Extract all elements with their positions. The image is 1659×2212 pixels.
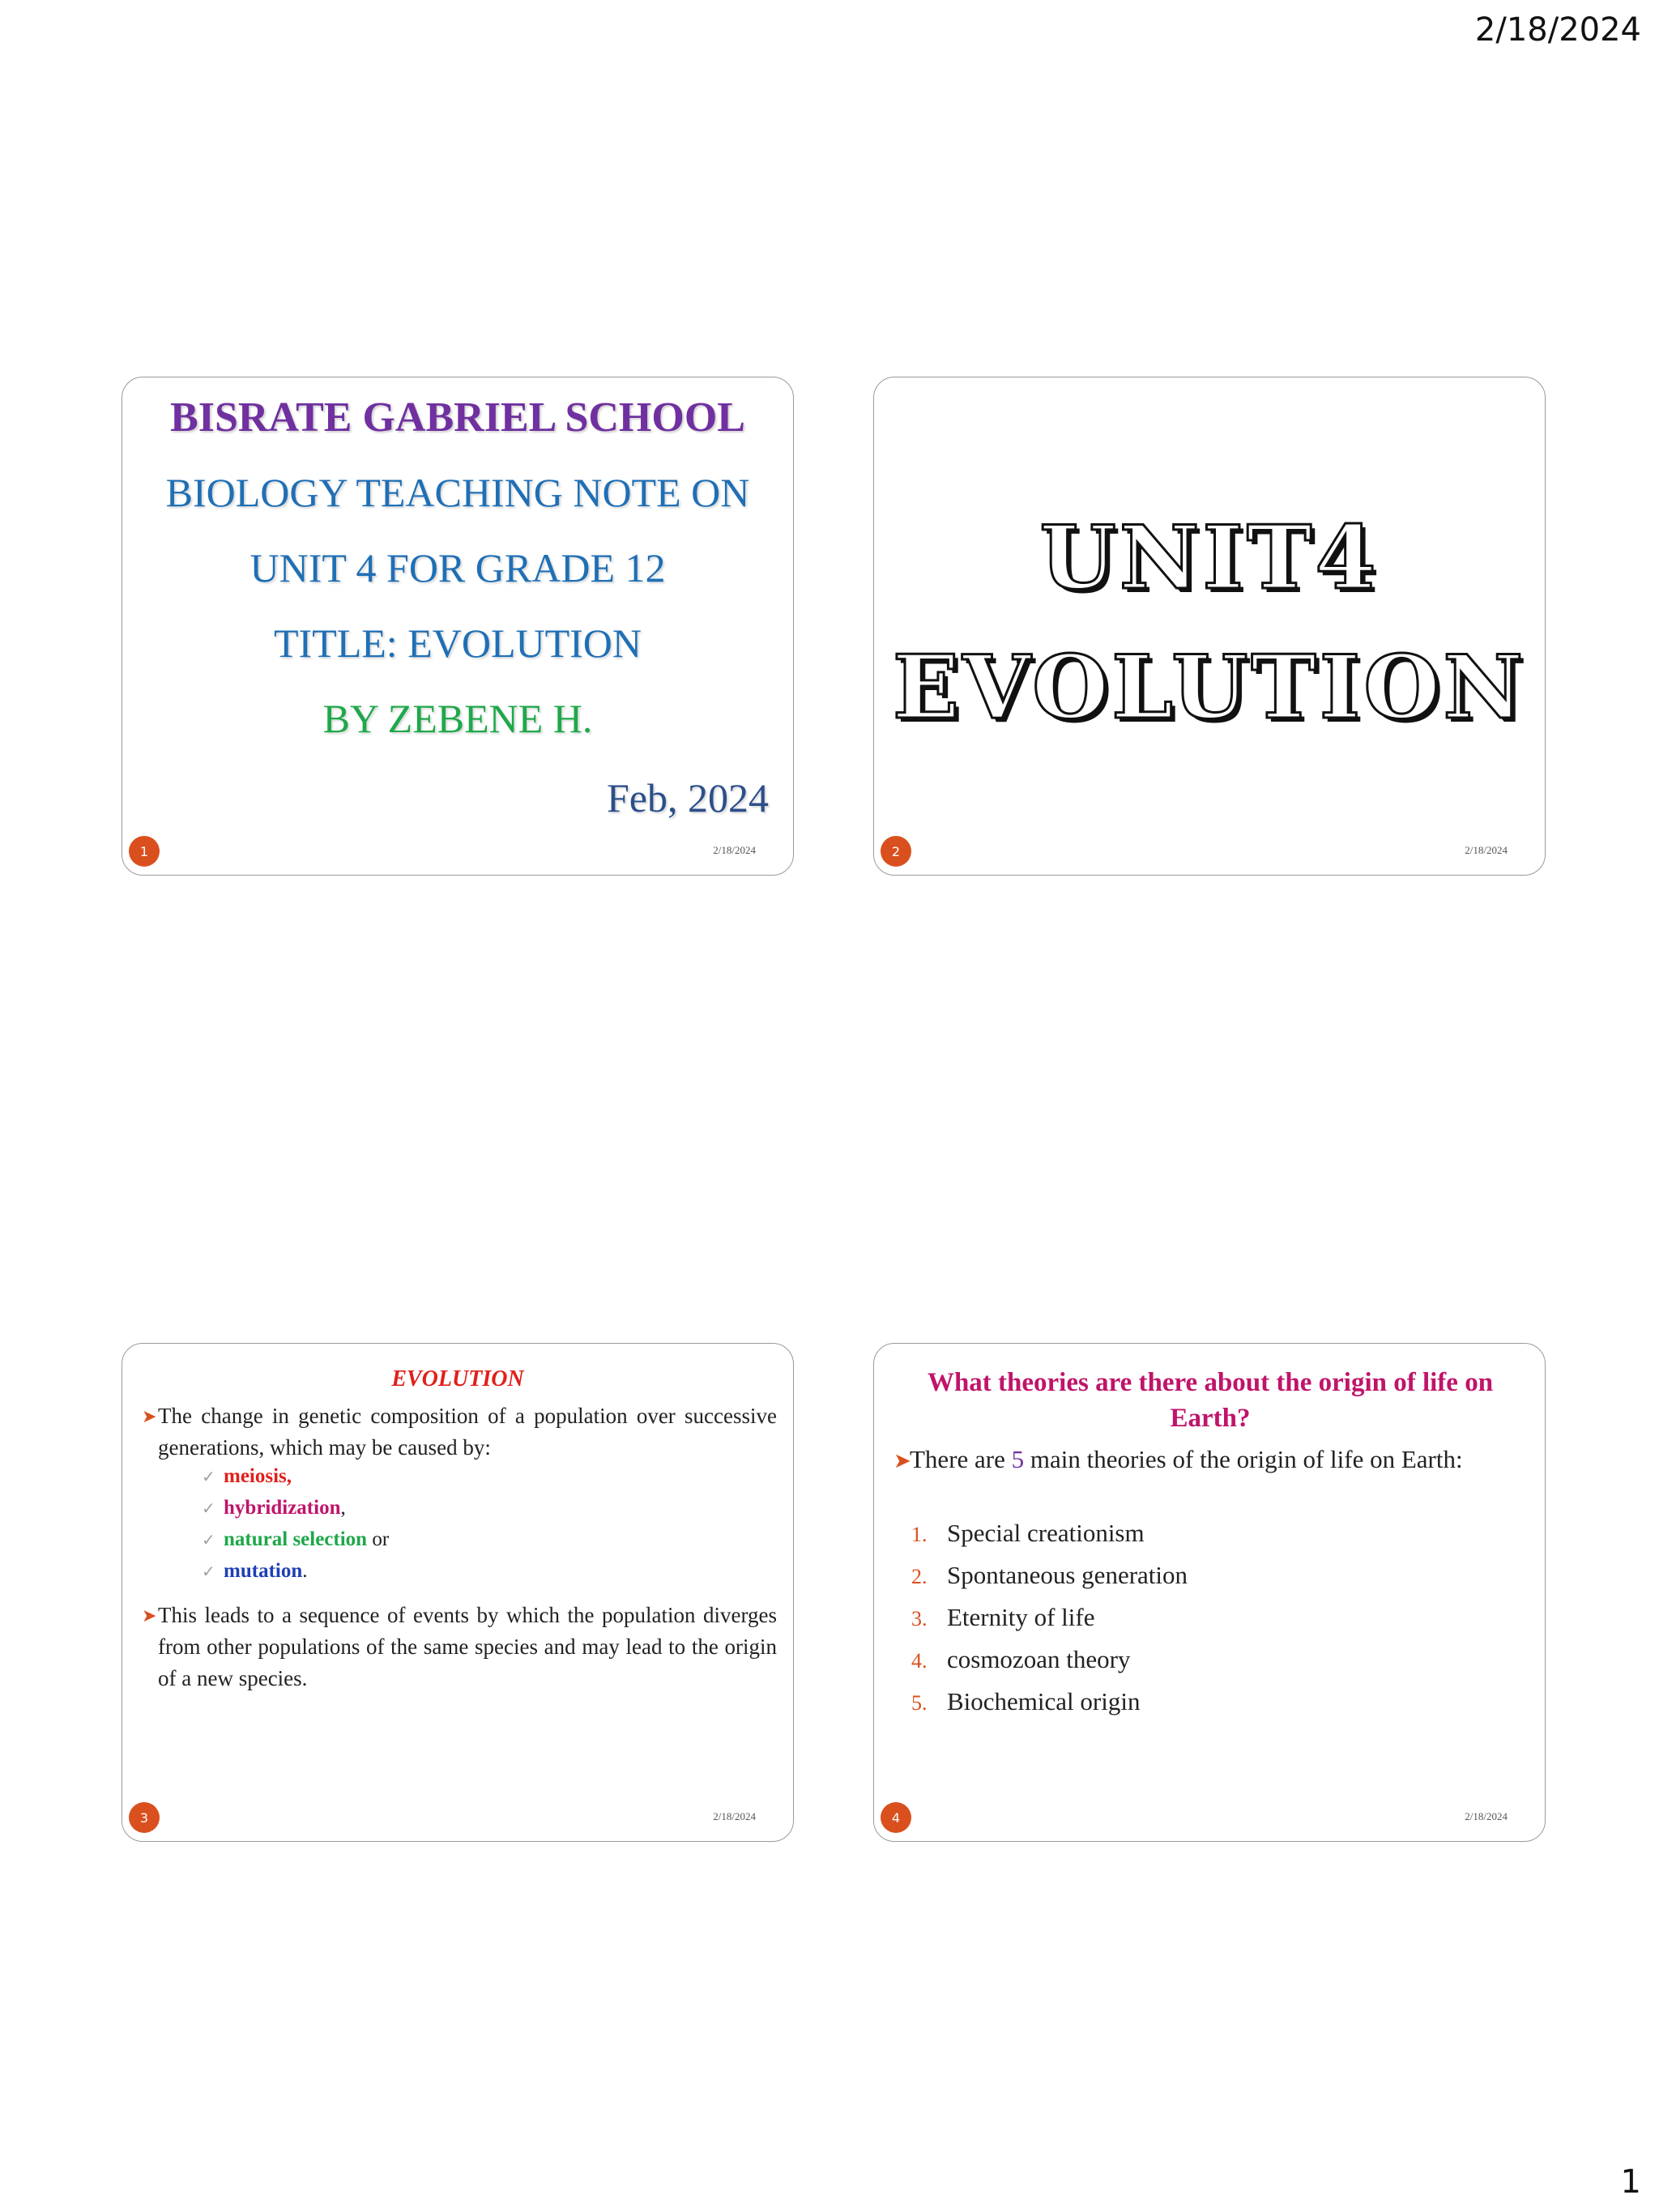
item-number: 5. bbox=[911, 1691, 928, 1715]
cause-suffix: . bbox=[302, 1560, 308, 1582]
page-date: 2/18/2024 bbox=[1474, 11, 1641, 49]
page-number: 1 bbox=[1620, 2163, 1641, 2201]
definition-paragraph bbox=[142, 1400, 777, 1464]
cause-text: natural selection bbox=[224, 1528, 368, 1550]
consequence-text: This leads to a sequence of events by which the population diverges from other populations of the same species and may lead to the origin of a new species. bbox=[158, 1603, 777, 1690]
note-line-1: BIOLOGY TEACHING NOTE ON bbox=[165, 470, 750, 515]
item-number: 4. bbox=[911, 1649, 928, 1673]
theory-item bbox=[911, 1645, 1130, 1674]
slide-1 bbox=[122, 377, 794, 876]
theory-count: 5 bbox=[1011, 1445, 1025, 1473]
cause-item bbox=[202, 1560, 308, 1583]
item-number: 2. bbox=[911, 1565, 928, 1588]
note-line-2: UNIT 4 FOR GRADE 12 bbox=[249, 545, 666, 590]
cause-item bbox=[202, 1497, 346, 1519]
theory-item bbox=[911, 1561, 1188, 1590]
cause-item bbox=[202, 1465, 292, 1488]
consequence-paragraph bbox=[142, 1600, 777, 1694]
intro-after: main theories of the origin of life on Earth: bbox=[1024, 1445, 1463, 1473]
slide-number-badge: 1 bbox=[129, 836, 160, 867]
arrow-bullet-icon: ➤ bbox=[142, 1406, 157, 1426]
check-mark-icon: ✓ bbox=[202, 1468, 215, 1486]
unit-heading: UNIT4 bbox=[1039, 507, 1380, 609]
slide-date: 2/18/2024 bbox=[713, 1810, 756, 1822]
item-number: 3. bbox=[911, 1607, 928, 1630]
slide-date: 2/18/2024 bbox=[1465, 1810, 1508, 1822]
note-date: Feb, 2024 bbox=[607, 775, 769, 820]
slide-title: What theories are there about the origin of life on Earth? bbox=[927, 1368, 1494, 1433]
slide-date: 2/18/2024 bbox=[1465, 844, 1508, 856]
theory-item bbox=[911, 1603, 1095, 1632]
slide-4 bbox=[873, 1343, 1546, 1842]
arrow-bullet-icon: ➤ bbox=[142, 1605, 157, 1626]
cause-suffix: , bbox=[340, 1497, 346, 1519]
item-text: Biochemical origin bbox=[947, 1687, 1141, 1715]
slide-number-badge: 3 bbox=[129, 1802, 160, 1833]
check-mark-icon: ✓ bbox=[202, 1532, 215, 1549]
school-name: BISRATE GABRIEL SCHOOL bbox=[170, 394, 745, 441]
intro-before: There are bbox=[910, 1445, 1012, 1473]
slide-number-badge: 4 bbox=[881, 1802, 911, 1833]
slide-date: 2/18/2024 bbox=[713, 844, 756, 856]
item-text: cosmozoan theory bbox=[947, 1645, 1131, 1673]
theory-item bbox=[911, 1687, 1140, 1716]
theory-item bbox=[911, 1519, 1145, 1548]
theories-intro bbox=[893, 1441, 1509, 1477]
cause-text: hybridization bbox=[224, 1497, 341, 1519]
cause-suffix: or bbox=[367, 1528, 390, 1550]
slide-3 bbox=[122, 1343, 794, 1842]
slide-2 bbox=[873, 377, 1546, 876]
cause-text: mutation bbox=[224, 1560, 303, 1582]
arrow-bullet-icon: ➤ bbox=[893, 1449, 911, 1473]
item-number: 1. bbox=[911, 1523, 928, 1546]
cause-text: meiosis, bbox=[224, 1465, 292, 1487]
evolution-heading: EVOLUTION bbox=[892, 637, 1527, 739]
cause-item bbox=[202, 1528, 389, 1551]
author: BY ZEBENE H. bbox=[322, 696, 593, 741]
item-text: Eternity of life bbox=[947, 1603, 1095, 1631]
check-mark-icon: ✓ bbox=[202, 1563, 215, 1581]
check-mark-icon: ✓ bbox=[202, 1500, 215, 1518]
note-title-line: TITLE: EVOLUTION bbox=[273, 620, 642, 666]
item-text: Spontaneous generation bbox=[947, 1561, 1188, 1589]
slide-number-badge: 2 bbox=[881, 836, 911, 867]
definition-text: The change in genetic composition of a population over successive generations, which may be caused by: bbox=[158, 1404, 777, 1460]
item-text: Special creationism bbox=[947, 1519, 1145, 1547]
slide-title: EVOLUTION bbox=[391, 1366, 524, 1392]
